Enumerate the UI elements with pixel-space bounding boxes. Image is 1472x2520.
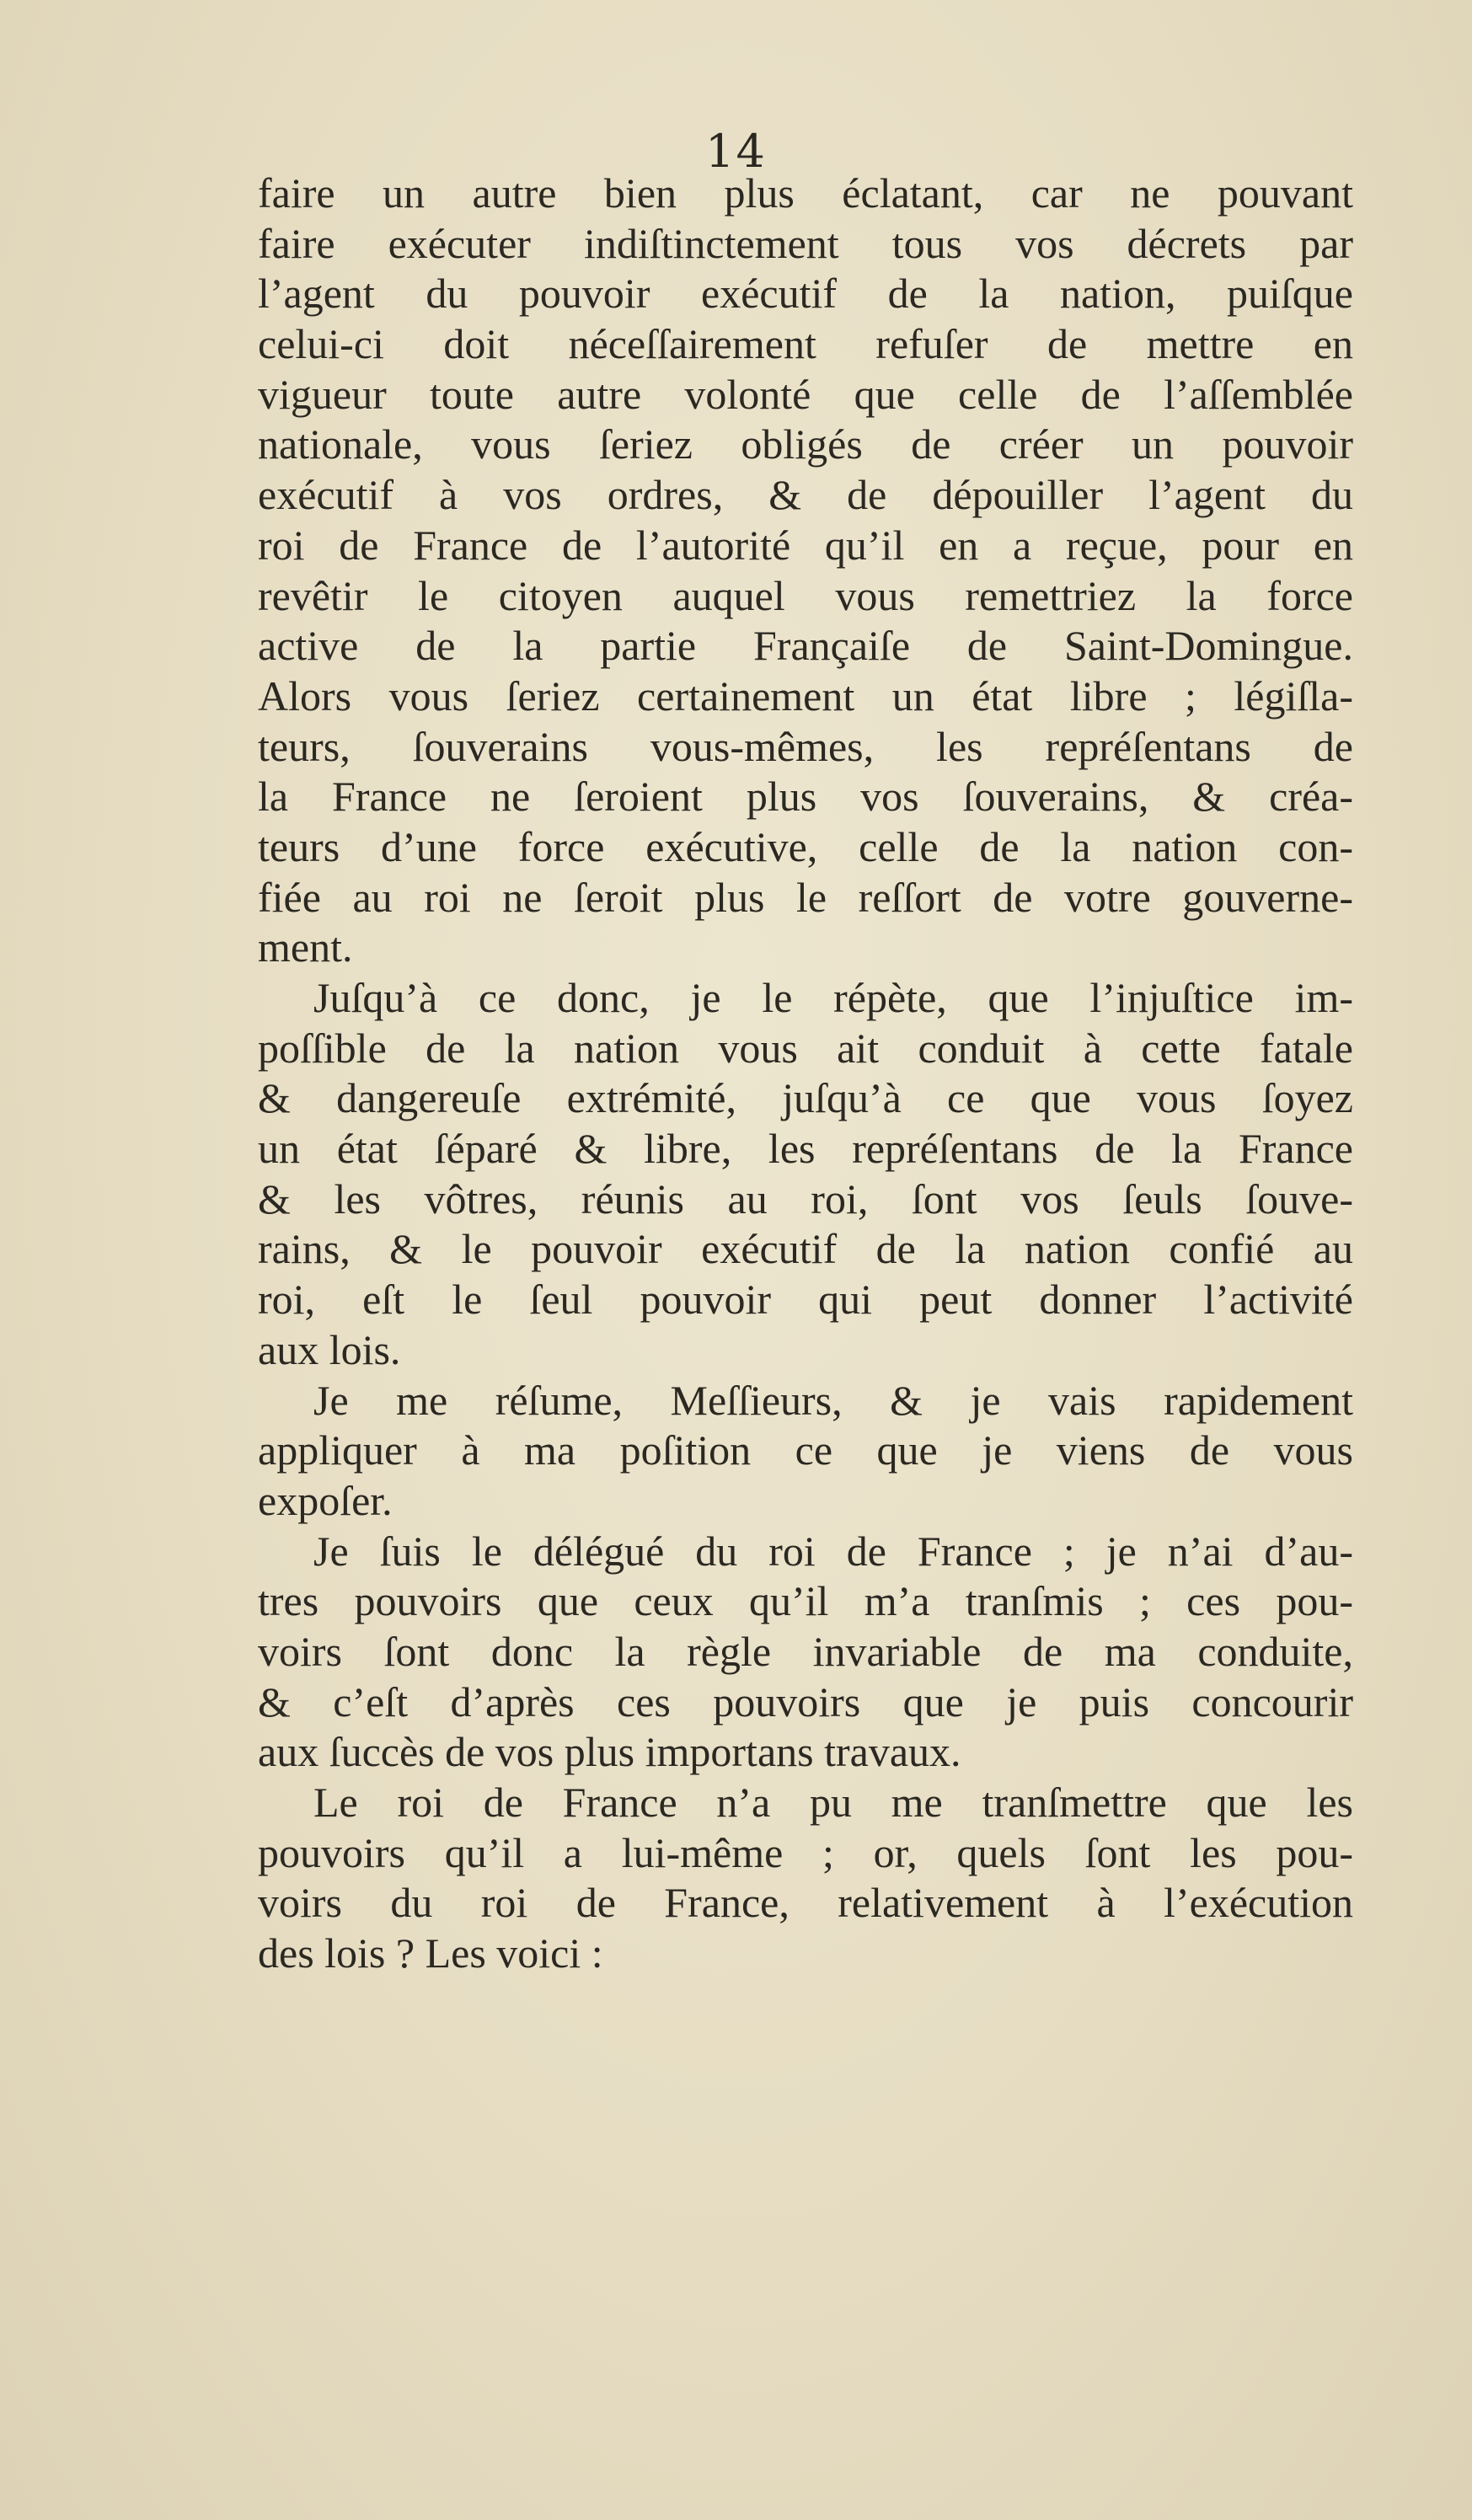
text-line: exécutif à vos ordres, & de dépouiller l’agent du — [258, 471, 1353, 519]
text-line: nationale, vous ſeriez obligés de créer un pouvoir — [258, 420, 1353, 468]
text-line: Je ſuis le délégué du roi de France ; je n’ai d’au- — [313, 1527, 1353, 1575]
text-line: voirs du roi de France, relativement à l’exécution — [258, 1879, 1353, 1927]
text-line: & dangereuſe extrémité, juſqu’à ce que vous ſoyez — [258, 1074, 1353, 1122]
text-line: ment. — [258, 923, 353, 971]
text-line: l’agent du pouvoir exécutif de la nation, puiſque — [258, 270, 1353, 318]
text-line: vigueur toute autre volonté que celle de l’aſſemblée — [258, 370, 1353, 418]
body-text — [258, 169, 1353, 1979]
paragraph-2 — [258, 973, 1353, 1376]
text-line: Je me réſume, Meſſieurs, & je vais rapidement — [313, 1376, 1353, 1424]
text-line: & les vôtres, réunis au roi, ſont vos ſeuls ſouve- — [258, 1174, 1353, 1223]
paragraph-1 — [258, 169, 1353, 973]
text-line: des lois ? Les voici : — [258, 1929, 603, 1977]
text-line: un état ſéparé & libre, les repréſentans de la France — [258, 1125, 1353, 1173]
text-line: rains, & le pouvoir exécutif de la nation confié au — [258, 1225, 1353, 1273]
page-number: 14 — [705, 125, 767, 178]
text-line: expoſer. — [258, 1476, 393, 1524]
paragraph-4 — [258, 1527, 1353, 1778]
text-line: Le roi de France n’a pu me tranſmettre que les — [313, 1779, 1353, 1826]
text-line: faire exécuter indiſtinctement tous vos décrets par — [258, 219, 1353, 267]
text-line: Juſqu’à ce donc, je le répète, que l’injuſtice im- — [313, 974, 1353, 1021]
text-line: Alors vous ſeriez certainement un état libre ; légiſla- — [258, 671, 1353, 720]
text-line: aux ſuccès de vos plus importans travaux. — [258, 1728, 961, 1776]
text-line: aux lois. — [258, 1325, 401, 1373]
text-line: celui-ci doit néceſſairement refuſer de mettre en — [258, 320, 1353, 368]
text-line: & c’eſt d’après ces pouvoirs que je puis concourir — [258, 1677, 1353, 1725]
paragraph-5 — [258, 1778, 1353, 1979]
paragraph-3 — [258, 1376, 1353, 1527]
text-line: fiée au roi ne ſeroit plus le reſſort de votre gouverne- — [258, 873, 1353, 921]
text-line: voirs ſont donc la règle invariable de ma conduite, — [258, 1627, 1353, 1675]
text-line: roi de France de l’autorité qu’il en a reçue, pour en — [258, 521, 1353, 569]
text-line: poſſible de la nation vous ait conduit à cette fatale — [258, 1024, 1353, 1072]
text-line: tres pouvoirs que ceux qu’il m’a tranſmis ; ces pou- — [258, 1577, 1353, 1625]
text-line: roi, eſt le ſeul pouvoir qui peut donner l’activité — [258, 1276, 1353, 1324]
text-line: teurs, ſouverains vous-mêmes, les repréſentans de — [258, 722, 1353, 770]
text-line: faire un autre bien plus éclatant, car ne pouvant — [258, 169, 1353, 217]
text-line: revêtir le citoyen auquel vous remettriez la force — [258, 571, 1353, 619]
text-line: appliquer à ma poſition ce que je viens de vous — [258, 1426, 1353, 1474]
text-line: pouvoirs qu’il a lui-même ; or, quels ſont les pou- — [258, 1828, 1353, 1876]
text-line: active de la partie Françaiſe de Saint-Domingue. — [258, 622, 1353, 670]
text-line: la France ne ſeroient plus vos ſouverains, & créa- — [258, 773, 1353, 821]
text-line: teurs d’une force exécutive, celle de la nation con- — [258, 822, 1353, 870]
